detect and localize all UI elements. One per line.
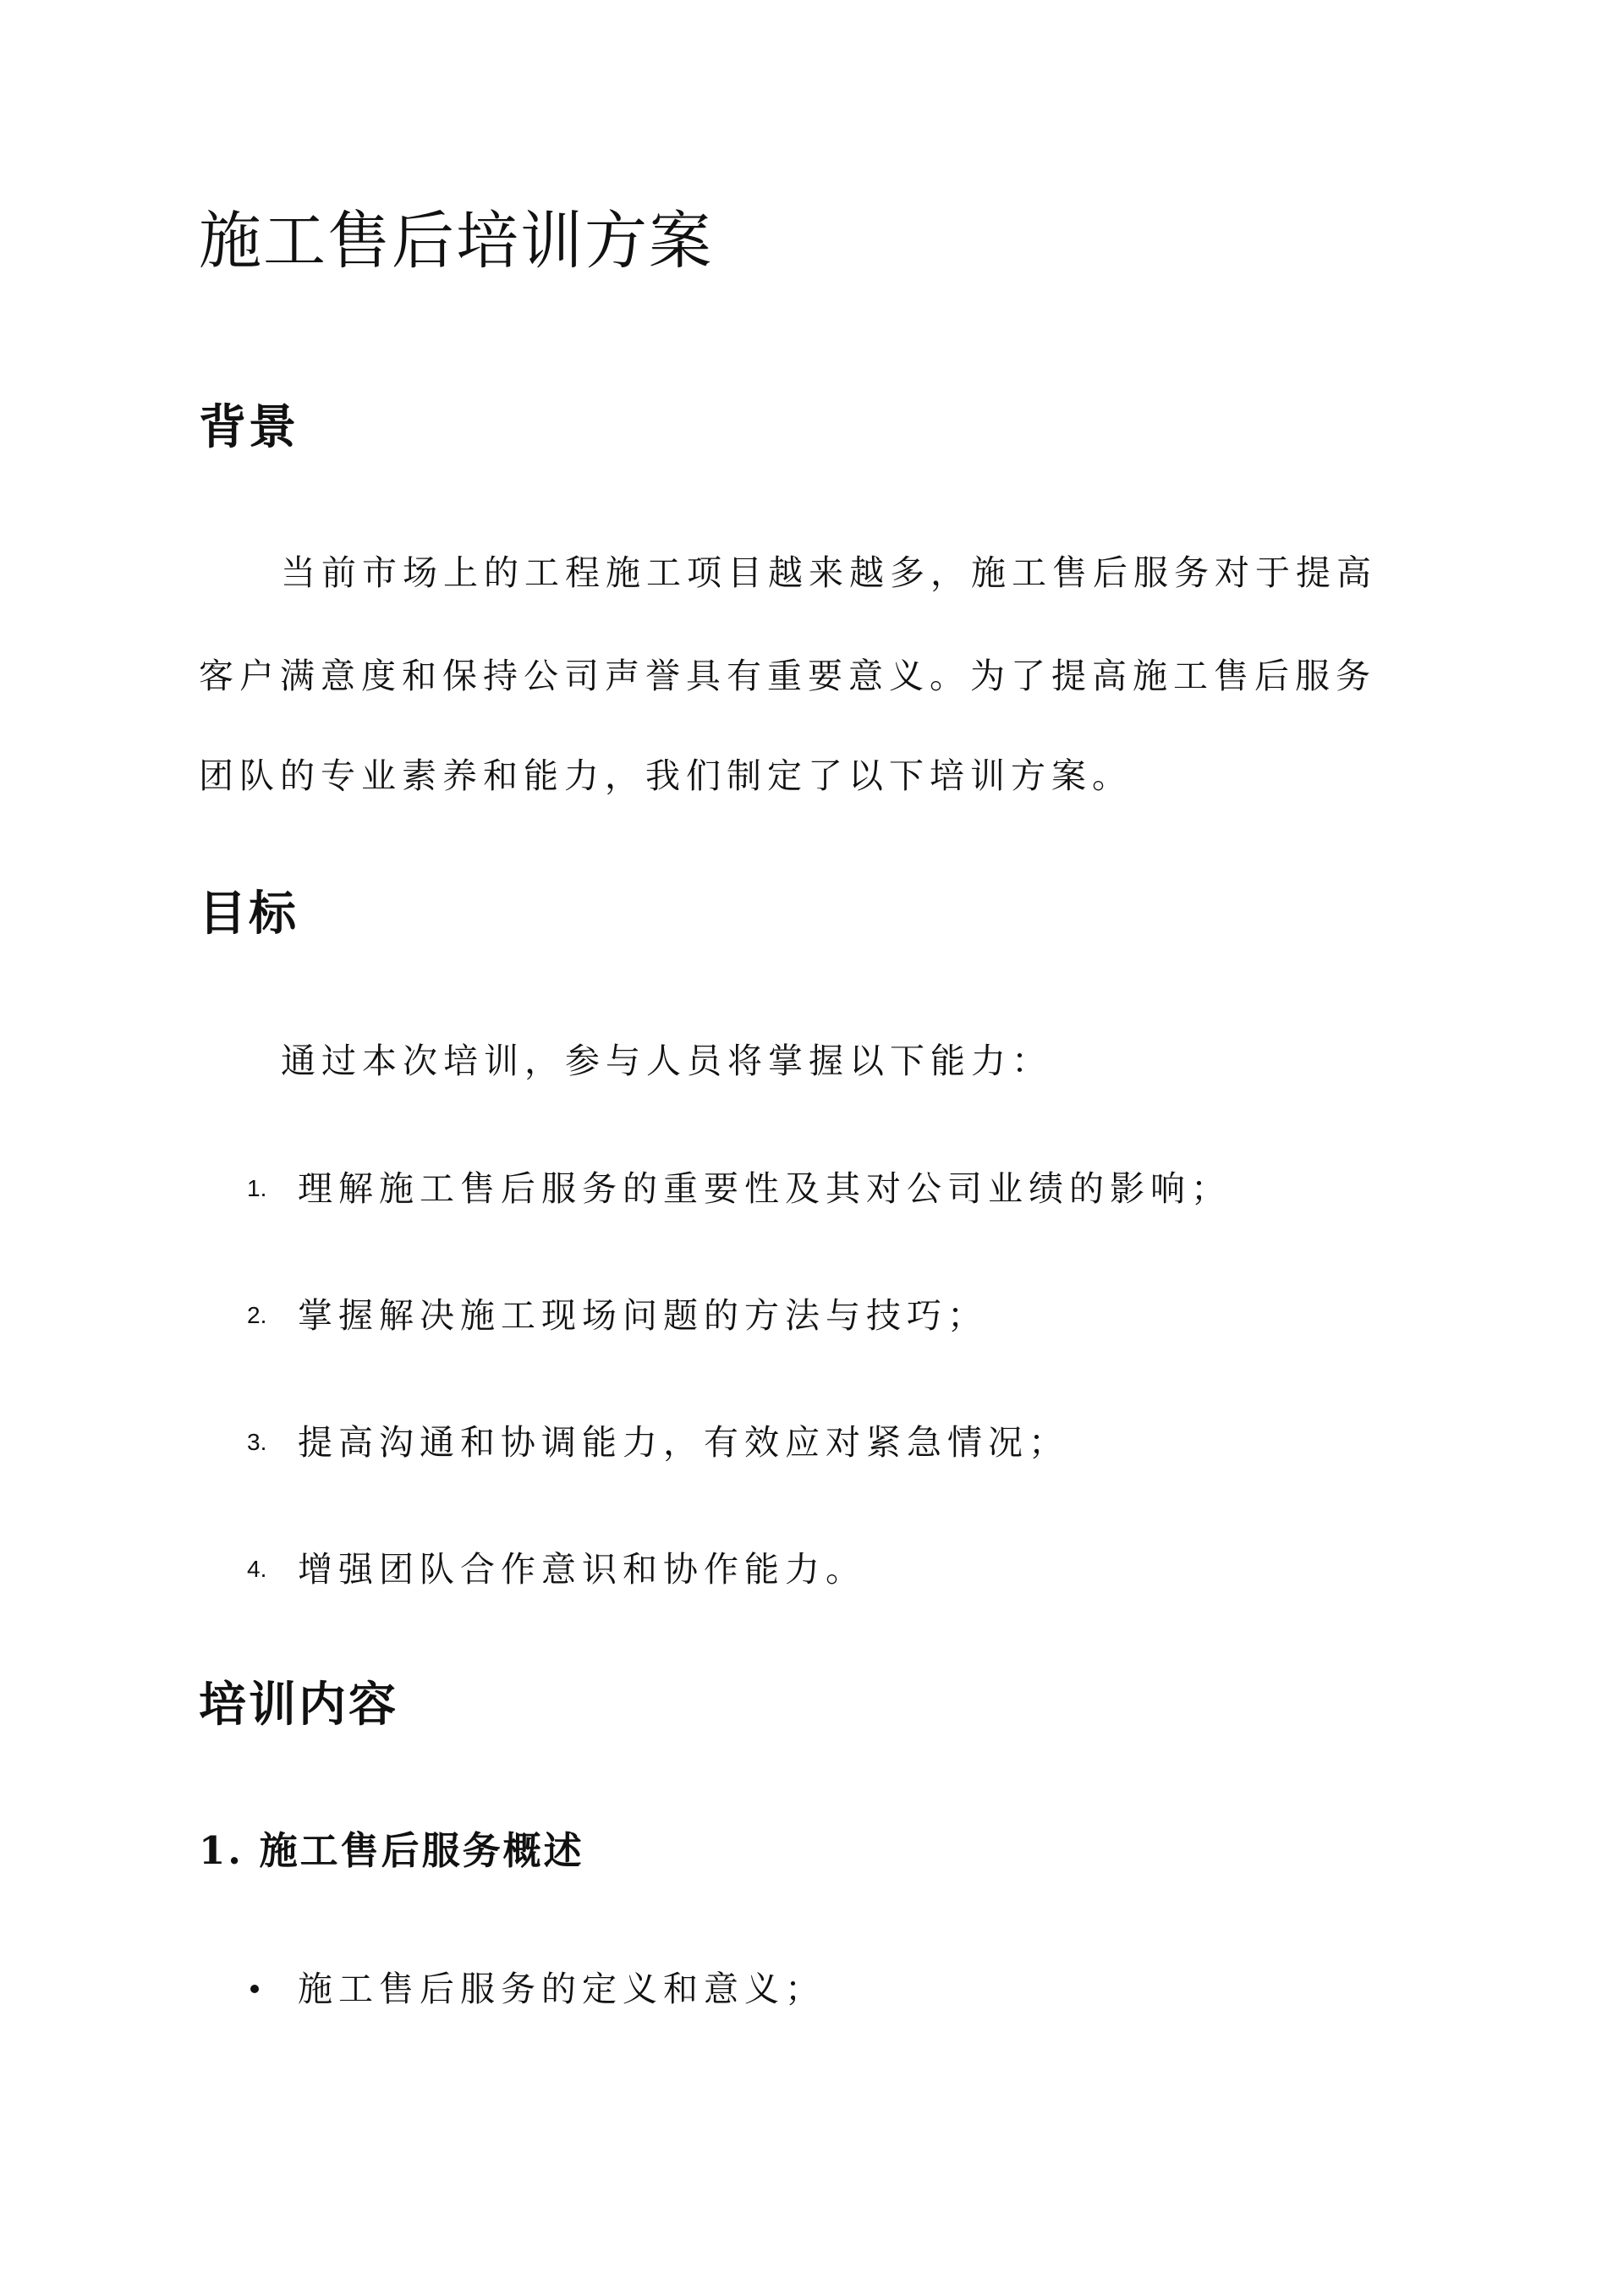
section-heading-goals: 目标	[199, 886, 299, 942]
paragraph-line: 团队的专业素养和能力，我们制定了以下培训方案。	[199, 755, 1133, 796]
bullet-item-text: 施工售后服务的定义和意义；	[298, 1969, 826, 2009]
list-number: 4.	[247, 1556, 267, 1582]
list-item-text: 掌握解决施工现场问题的方法与技巧；	[298, 1295, 988, 1336]
list-number: 3.	[247, 1429, 267, 1455]
goals-intro: 通过本次培训，参与人员将掌握以下能力：	[281, 1041, 1052, 1081]
list-number: 1.	[247, 1175, 267, 1201]
document-title: 施工售后培训方案	[199, 205, 713, 277]
list-item-text: 理解施工售后服务的重要性及其对公司业绩的影响；	[298, 1168, 1232, 1209]
bullet-marker	[250, 1985, 259, 1993]
paragraph-line: 当前市场上的工程施工项目越来越多，施工售后服务对于提高	[281, 552, 1377, 593]
paragraph-line: 客户满意度和保持公司声誉具有重要意义。为了提高施工售后服务	[199, 656, 1376, 696]
list-item-text: 增强团队合作意识和协作能力。	[298, 1549, 866, 1590]
subsection-heading: 1. 施工售后服务概述	[199, 1828, 584, 1873]
list-item-text: 提高沟通和协调能力，有效应对紧急情况；	[298, 1422, 1069, 1463]
section-heading-background: 背景	[199, 399, 299, 455]
list-number: 2.	[247, 1302, 267, 1328]
section-heading-training-content: 培训内容	[199, 1677, 398, 1733]
